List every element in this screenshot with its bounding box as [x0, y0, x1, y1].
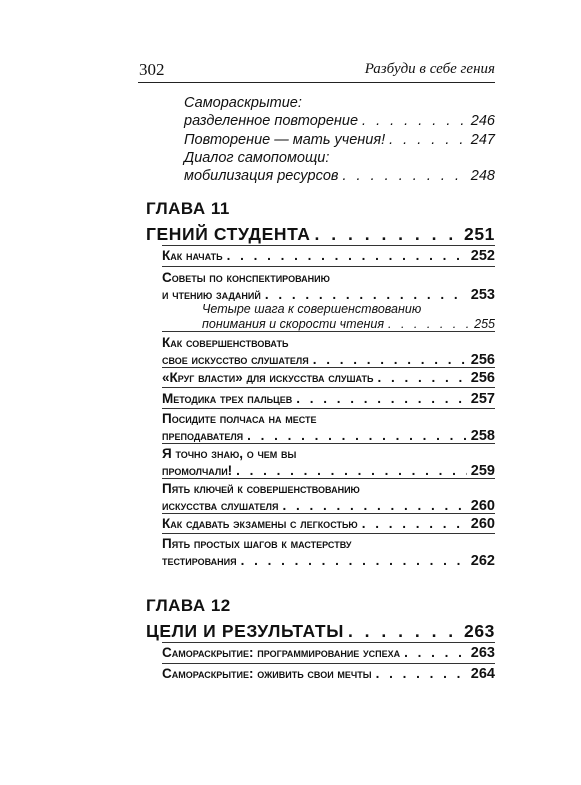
- chapter-title: ГЕНИЙ СТУДЕНТА: [146, 224, 311, 244]
- toc-subentry[interactable]: [202, 302, 495, 332]
- toc-entry-text: «Круг власти» для искусства слушать: [162, 370, 374, 385]
- chapter-label: ГЛАВА 12: [146, 596, 231, 615]
- chapter-title-entry[interactable]: [146, 224, 495, 245]
- toc-page-number: 255: [474, 317, 495, 331]
- divider: [162, 367, 495, 368]
- dot-leader: [388, 317, 470, 332]
- toc-entry[interactable]: [162, 535, 495, 570]
- divider: [162, 663, 495, 664]
- toc-entry[interactable]: [162, 334, 495, 369]
- toc-page-number: 260: [470, 516, 495, 532]
- chapter-label: ГЛАВА 11: [146, 199, 230, 218]
- toc-entry[interactable]: [162, 445, 495, 480]
- toc-entry-text: промолчали!: [162, 463, 233, 478]
- toc-entry[interactable]: [162, 644, 495, 662]
- toc-entry[interactable]: [162, 480, 495, 515]
- toc-entry-text: Самораскрытие:: [184, 95, 302, 111]
- toc-page-number: 257: [470, 391, 495, 407]
- divider: [162, 478, 495, 479]
- dot-leader: [348, 621, 460, 642]
- toc-entry-text: преподавателя: [162, 428, 244, 443]
- dot-leader: [236, 462, 467, 479]
- dot-leader: [404, 644, 467, 661]
- toc-entry-text: Как сдавать экзамены с легкостью: [162, 516, 358, 531]
- dot-leader: [313, 351, 467, 368]
- toc-page-number: 253: [470, 287, 495, 303]
- toc-entry[interactable]: [184, 131, 495, 149]
- chapter-title-entry[interactable]: [146, 621, 495, 642]
- toc-entry[interactable]: [162, 410, 495, 445]
- toc-page-number: 248: [470, 168, 495, 184]
- page-header: [138, 58, 495, 83]
- dot-leader: [241, 552, 467, 569]
- dot-leader: [376, 665, 467, 682]
- dot-leader: [296, 390, 467, 407]
- toc-page-number: 262: [470, 553, 495, 569]
- toc-entry-text: Как начать: [162, 248, 223, 263]
- toc-page-number: 251: [464, 224, 495, 244]
- divider: [162, 533, 495, 534]
- dot-leader: [362, 112, 467, 130]
- toc-entry-text: понимания и скорости чтения: [202, 317, 385, 331]
- toc-entry-text: Пять простых шагов к мастерству: [162, 536, 352, 551]
- toc-entry[interactable]: [162, 515, 495, 533]
- toc-entry-text: свое искусство слушателя: [162, 352, 309, 367]
- toc-page-number: 260: [470, 498, 495, 514]
- divider: [162, 245, 495, 246]
- toc-entry[interactable]: [162, 665, 495, 683]
- divider: [162, 387, 495, 388]
- toc-entry-text: Я точно знаю, о чем вы: [162, 446, 297, 461]
- toc-entry-text: Самораскрытие: программирование успеха: [162, 645, 401, 660]
- dot-leader: [227, 247, 467, 264]
- toc-entry-text: разделенное повторение: [184, 113, 359, 129]
- divider: [162, 443, 495, 444]
- toc-entry-text: мобилизация ресурсов: [184, 168, 339, 184]
- toc-entry[interactable]: [162, 390, 495, 408]
- toc-page-number: 246: [470, 113, 495, 129]
- toc-entry[interactable]: [162, 247, 495, 265]
- toc-page-number: 256: [470, 352, 495, 368]
- toc-page-number: 263: [464, 621, 495, 641]
- dot-leader: [378, 369, 467, 386]
- toc-page-number: 247: [470, 132, 495, 148]
- toc-entry-text: Советы по конспектированию: [162, 270, 330, 285]
- toc-entry[interactable]: [162, 269, 495, 304]
- toc-page-number: 259: [470, 463, 495, 479]
- toc-entry-text: Четыре шага к совершенствованию: [202, 302, 422, 316]
- toc-entry-text: и чтению заданий: [162, 287, 261, 302]
- toc-entry-text: Как совершенствовать: [162, 335, 289, 350]
- toc-entry-text: Повторение — мать учения!: [184, 132, 386, 148]
- dot-leader: [315, 224, 460, 245]
- dot-leader: [282, 497, 466, 514]
- toc-page-number: 252: [470, 248, 495, 264]
- toc-entry-text: искусства слушателя: [162, 498, 279, 513]
- chapter-title: ЦЕЛИ И РЕЗУЛЬТАТЫ: [146, 621, 344, 641]
- toc-entry-text: Пять ключей к совершенствованию: [162, 481, 360, 496]
- divider: [162, 642, 495, 643]
- running-title: Разбуди в себе гения: [364, 61, 495, 77]
- toc-entry[interactable]: [162, 369, 495, 387]
- toc-entry-text: Методика трех пальцев: [162, 391, 293, 406]
- toc-page-number: 263: [470, 645, 495, 661]
- toc-entry-text: Самораскрытие: оживить свои мечты: [162, 666, 372, 681]
- toc-entry-text: Посидите полчаса на месте: [162, 411, 317, 426]
- toc-entry[interactable]: [184, 94, 495, 130]
- toc-entry-text: Диалог самопомощи:: [184, 150, 330, 166]
- dot-leader: [389, 131, 467, 149]
- toc-page-number: 258: [470, 428, 495, 444]
- dot-leader: [343, 167, 467, 185]
- divider: [162, 408, 495, 409]
- page-number: 302: [139, 60, 165, 79]
- divider: [162, 331, 495, 332]
- toc-entry-text: тестирования: [162, 553, 237, 568]
- dot-leader: [265, 286, 467, 303]
- divider: [162, 513, 495, 514]
- toc-page-number: 264: [470, 666, 495, 682]
- toc-entry[interactable]: [184, 149, 495, 185]
- divider: [162, 266, 495, 267]
- toc-page-number: 256: [470, 370, 495, 386]
- dot-leader: [362, 515, 467, 532]
- dot-leader: [247, 427, 467, 444]
